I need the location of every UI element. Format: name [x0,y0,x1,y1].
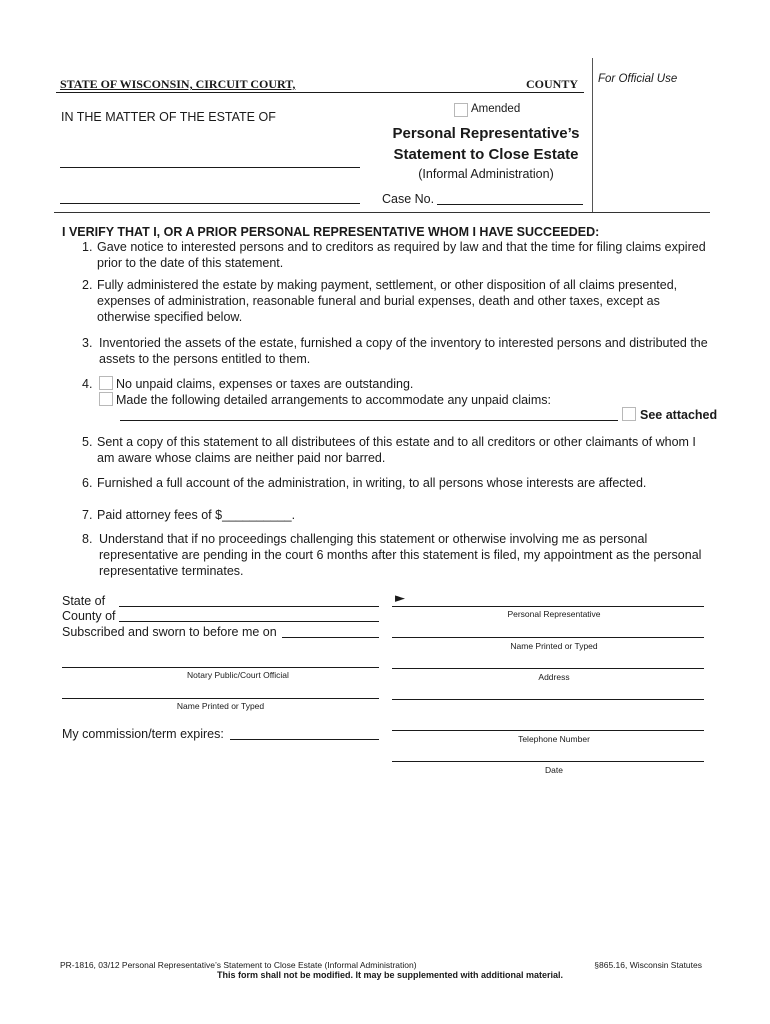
telephone-field[interactable] [392,730,704,731]
court-underline [56,92,584,93]
address-field[interactable] [392,668,704,669]
court-heading: STATE OF WISCONSIN, CIRCUIT COURT, [60,77,296,91]
form-title-line2: Statement to Close Estate [393,146,579,163]
decedent-name-field-2[interactable] [60,203,360,204]
estate-matter-label: IN THE MATTER OF THE ESTATE OF [61,110,276,124]
commission-label: My commission/term expires: [62,727,224,741]
case-number-field[interactable] [437,204,583,205]
county-label: COUNTY [526,77,579,91]
pr-signature-caption: Personal Representative [507,609,601,619]
header-divider [54,212,710,213]
notary-caption: Notary Public/Court Official [187,670,289,680]
commission-field[interactable] [230,739,379,740]
decedent-name-field[interactable] [60,167,360,168]
arrangements-label: Made the following detailed arrangements to accommodate any unpaid claims: [116,393,551,407]
case-number-label: Case No. [382,192,435,206]
arrangements-field[interactable] [120,420,618,421]
state-of-label: State of [62,594,106,608]
notary-name-caption: Name Printed or Typed [176,701,265,711]
subscribed-date-field[interactable] [282,637,379,638]
notary-signature-field[interactable] [62,667,379,668]
item-4-number: 4. [82,377,93,391]
form-subtitle: (Informal Administration) [418,167,554,181]
see-attached-label: See attached [640,408,718,422]
state-of-field[interactable] [119,606,379,607]
county-of-label: County of [62,609,116,623]
statute-footer: §865.16, Wisconsin Statutes [594,960,702,970]
address-field-2[interactable] [392,699,704,700]
county-of-field[interactable] [119,621,379,622]
amended-label: Amended [471,103,521,115]
pr-name-field[interactable] [392,637,704,638]
arrangements-checkbox[interactable] [99,392,113,406]
verify-heading: I VERIFY THAT I, OR A PRIOR PERSONAL REPRESENTATIVE WHOM I HAVE SUCCEEDED: [62,225,600,239]
no-unpaid-claims-checkbox[interactable] [99,376,113,390]
no-unpaid-claims-label: No unpaid claims, expenses or taxes are outstanding. [116,377,414,391]
signature-arrow-icon: ► [395,591,405,606]
attorney-fees-field[interactable]: Paid attorney fees of $__________. [97,508,296,522]
telephone-caption: Telephone Number [518,734,590,744]
date-caption: Date [545,765,563,775]
form-id-footer: PR-1816, 03/12 Personal Representative’s Statement to Close Estate (Informal Administration) [60,960,417,970]
modification-notice: This form shall not be modified. It may be supplemented with additional material. [216,970,564,980]
date-field[interactable] [392,761,704,762]
form-title-line1: Personal Representative’s [392,125,580,142]
subscribed-label: Subscribed and sworn to before me on [62,625,277,639]
pr-name-caption: Name Printed or Typed [510,641,598,651]
notary-name-field[interactable] [62,698,379,699]
amended-checkbox[interactable] [454,103,468,117]
address-caption: Address [538,672,570,682]
see-attached-checkbox[interactable] [622,407,636,421]
pr-signature-field[interactable] [392,606,704,607]
official-use-label: For Official Use [598,73,678,85]
